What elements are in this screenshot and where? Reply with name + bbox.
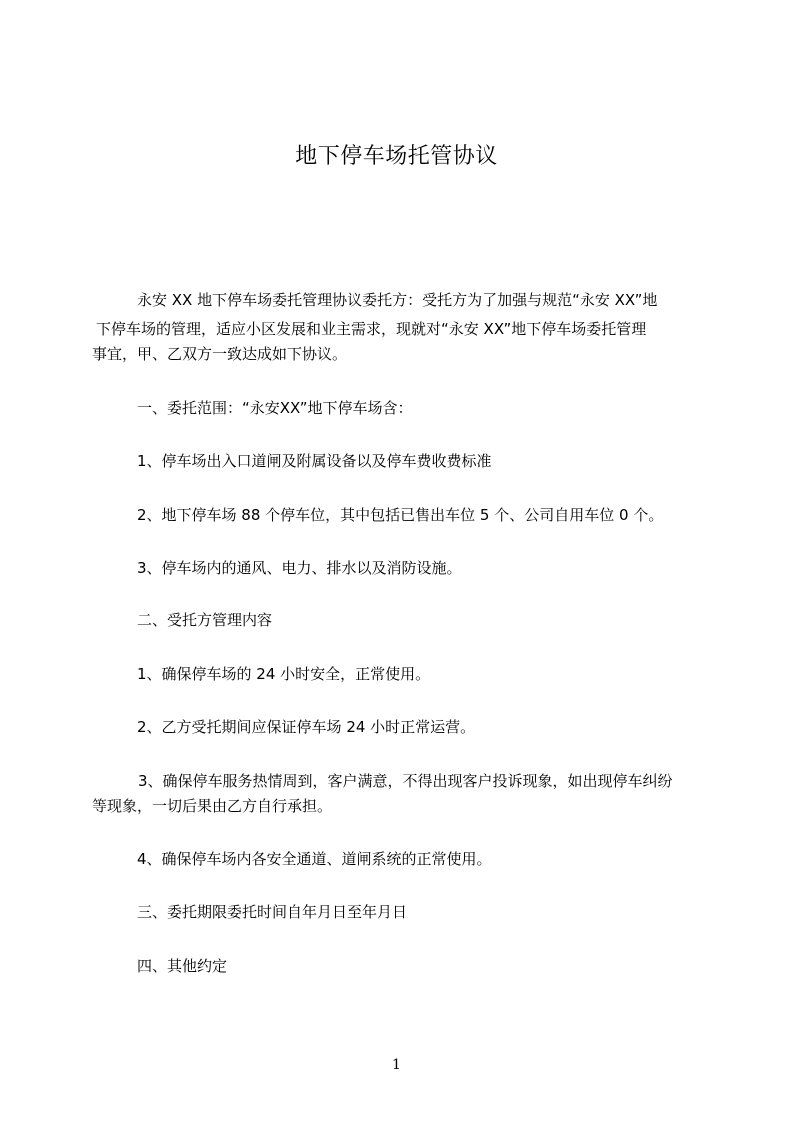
section-2-item-1: 1、确保停车场的 24 小时安全，正常使用。 — [137, 665, 431, 683]
section-2-item-3-line-2: 等现象，一切后果由乙方自行承担。 — [92, 797, 333, 815]
section-1-heading: 一、委托范围：“永安XX”地下停车场含： — [137, 399, 413, 417]
section-2-item-3-line-1: 3、确保停车服务热情周到，客户满意，不得出现客户投诉现象，如出现停车纠纷 — [138, 772, 673, 790]
intro-line-2: 下停车场的管理，适应小区发展和业主需求，现就对“永安 XX”地下停车场委托管理 — [96, 320, 647, 338]
section-2-heading: 二、受托方管理内容 — [137, 611, 273, 629]
section-1-item-1: 1、停车场出入口道闸及附属设备以及停车费收费标准 — [137, 452, 492, 470]
section-3-heading: 三、委托期限委托时间自年月日至年月日 — [137, 903, 408, 921]
intro-line-3: 事宜，甲、乙双方一致达成如下协议。 — [92, 345, 348, 363]
section-4-heading: 四、其他约定 — [137, 957, 228, 975]
section-1-item-2: 2、地下停车场 88 个停车位，其中包括已售出车位 5 个、公司自用车位 0 个。 — [137, 506, 664, 524]
section-2-item-4: 4、确保停车场内各安全通道、道闸系统的正常使用。 — [137, 850, 492, 868]
page-number: 1 — [392, 1057, 401, 1073]
document-title: 地下停车场托管协议 — [295, 144, 498, 169]
section-2-item-2: 2、乙方受托期间应保证停车场 24 小时正常运营。 — [137, 718, 476, 736]
section-1-item-3: 3、停车场内的通风、电力、排水以及消防设施。 — [137, 559, 462, 577]
intro-line-1: 永安 XX 地下停车场委托管理协议委托方：受托方为了加强与规范“永安 XX”地 — [137, 291, 658, 309]
